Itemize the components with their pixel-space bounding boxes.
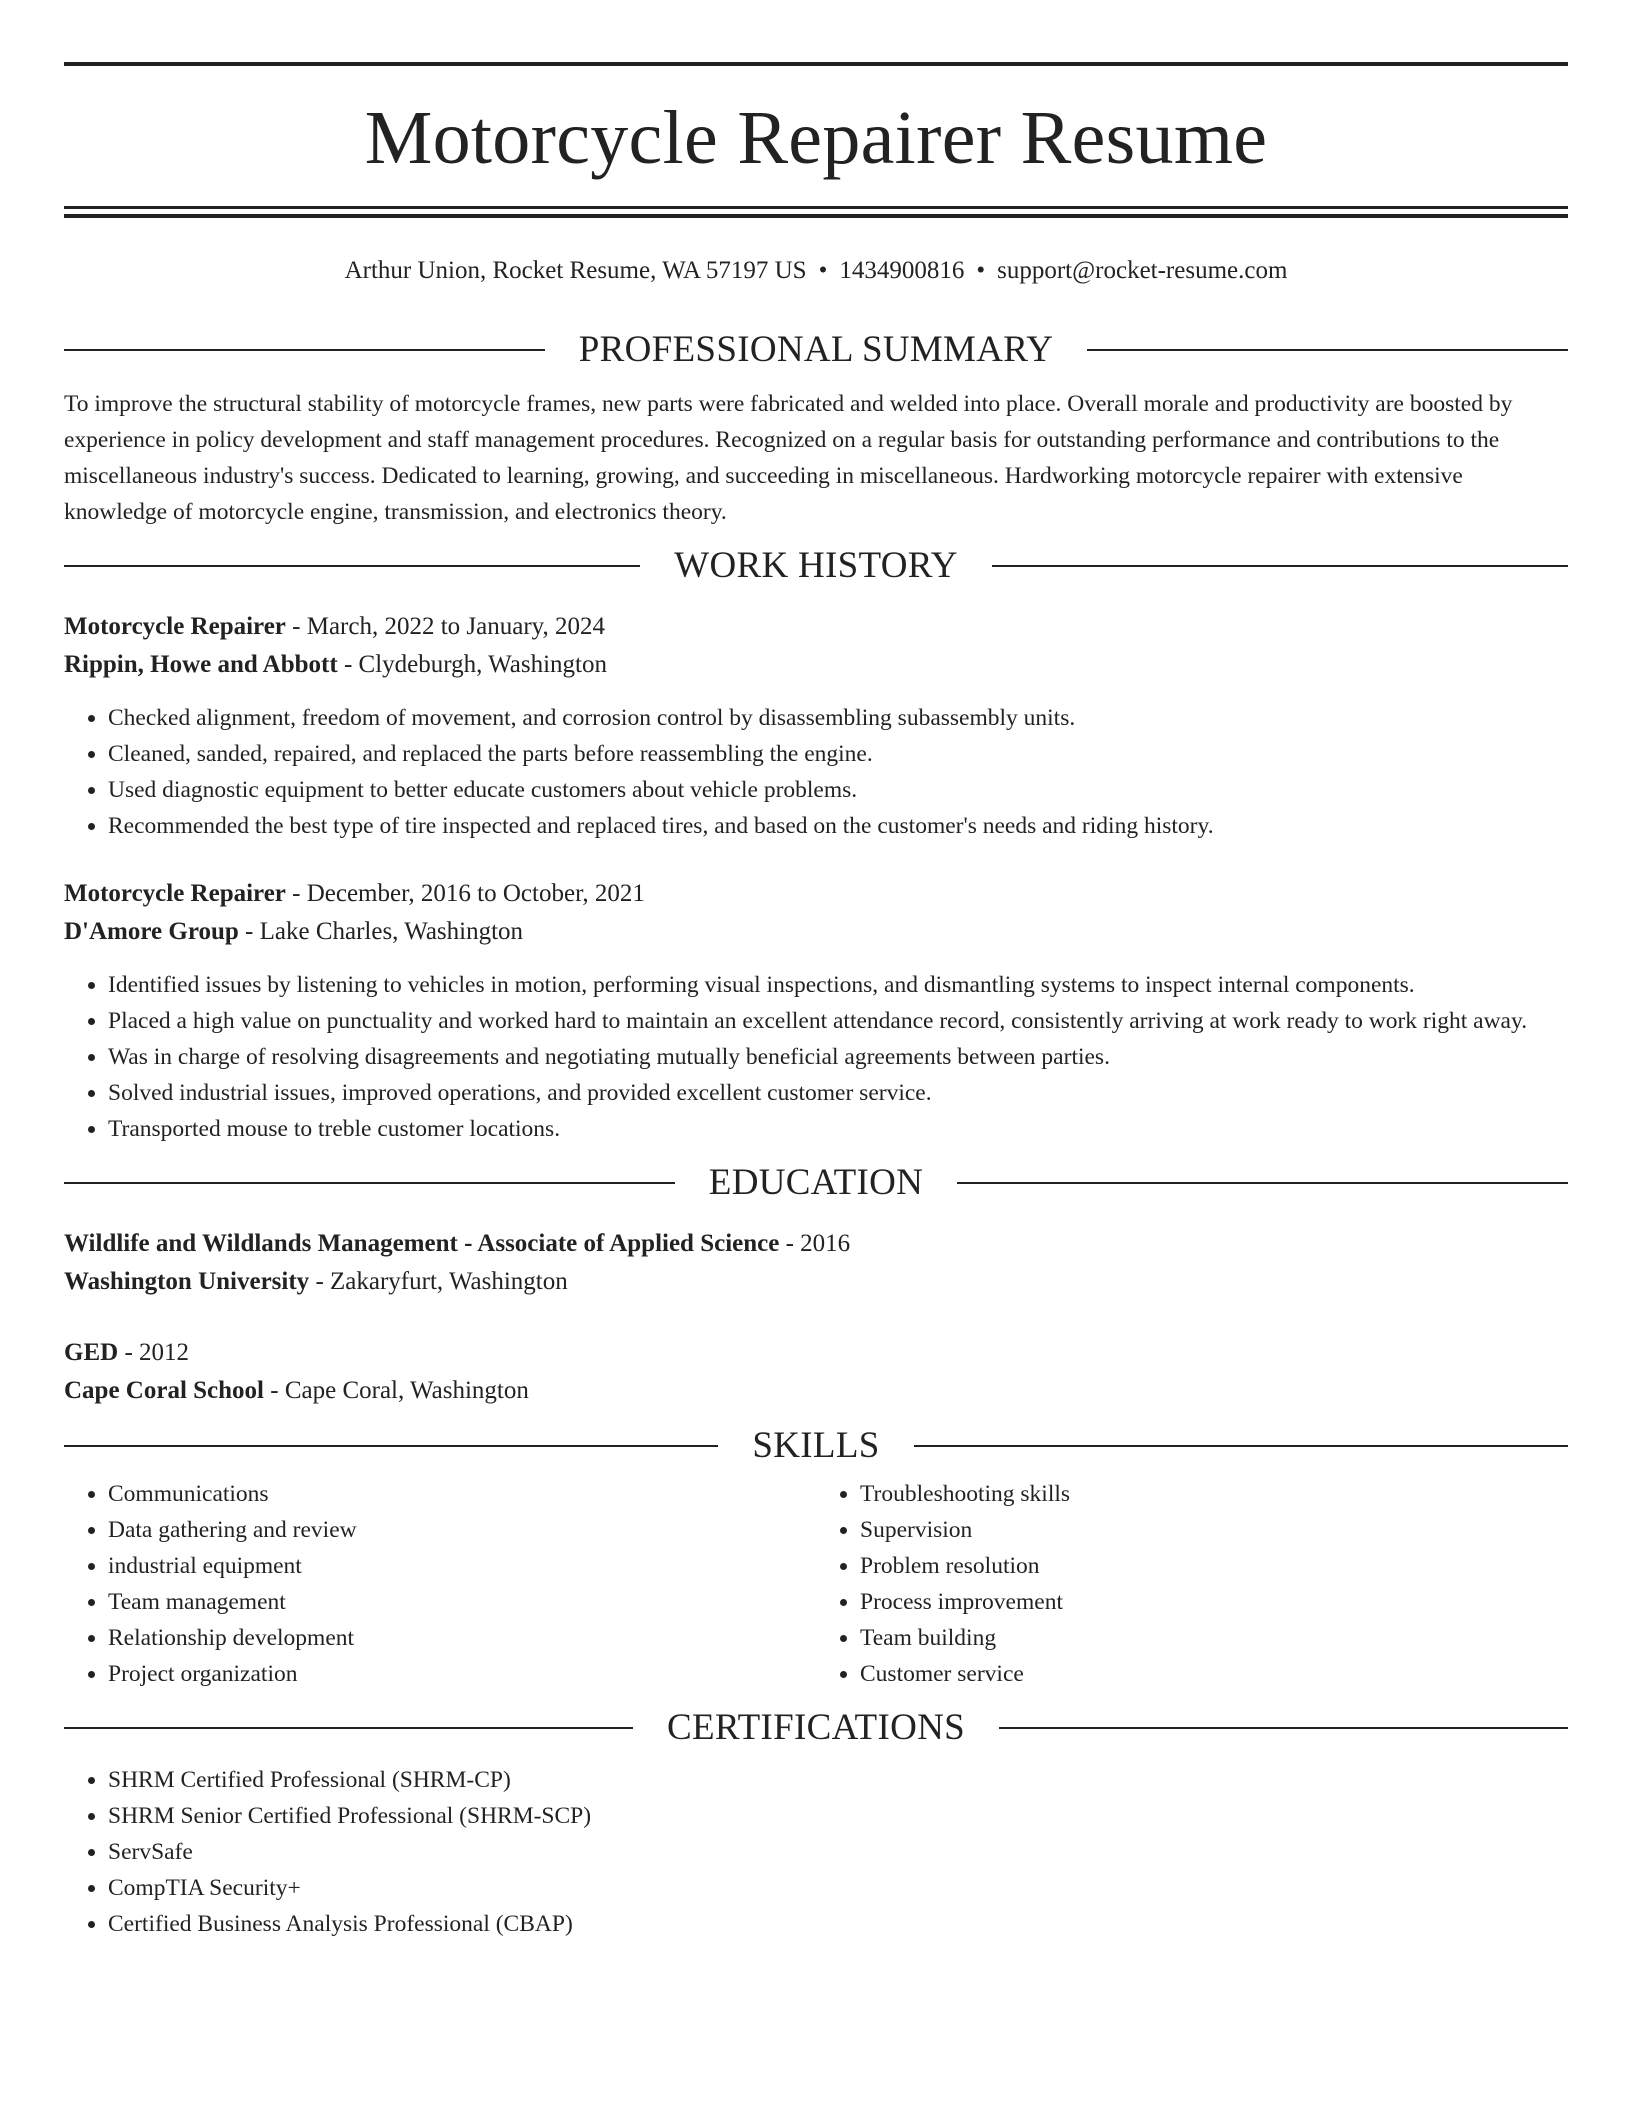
certification-item: • SHRM Certified Professional (SHRM-CP) (108, 1762, 1568, 1798)
certifications-list (64, 1762, 1568, 1942)
contact-address: Arthur Union, Rocket Resume, WA 57197 US (344, 257, 807, 284)
divider-line (64, 1445, 718, 1447)
contact-email[interactable]: support@rocket-resume.com (997, 257, 1288, 284)
divider-line (64, 349, 545, 351)
divider-line (999, 1727, 1568, 1729)
job-dates: - March, 2022 to January, 2024 (285, 613, 606, 640)
contact-separator: • (818, 257, 828, 284)
job-location: - Lake Charles, Washington (238, 918, 524, 945)
skill-item: • industrial equipment (108, 1548, 816, 1584)
graduation-year: - 2012 (118, 1339, 190, 1366)
education-entry (64, 1225, 1568, 1301)
section-header-certifications (64, 1706, 1568, 1750)
certification-item: • SHRM Senior Certified Professional (SHRM-SCP) (108, 1798, 1568, 1834)
section-title: SKILLS (752, 1425, 880, 1466)
school-name: Cape Coral School (64, 1377, 264, 1404)
job-bullets (64, 700, 1568, 844)
divider-line (1087, 349, 1568, 351)
resume-title: Motorcycle Repairer Resume (364, 96, 1268, 180)
job-bullets (64, 967, 1568, 1147)
school-name: Washington University (64, 1268, 310, 1295)
job-title: Motorcycle Repairer (64, 613, 286, 640)
job-company: Rippin, Howe and Abbott (64, 651, 338, 678)
job-title-line (64, 875, 1568, 913)
skill-item: • Communications (108, 1476, 816, 1512)
certification-item: • CompTIA Security+ (108, 1870, 1568, 1906)
skills-list-right (816, 1476, 1568, 1692)
skills-list-left (64, 1476, 816, 1692)
certification-item: • ServSafe (108, 1834, 1568, 1870)
job-company: D'Amore Group (64, 918, 239, 945)
job-entry (64, 875, 1568, 1147)
skill-item: • Relationship development (108, 1620, 816, 1656)
top-rule (64, 62, 1568, 66)
contact-line (64, 256, 1568, 286)
job-title: Motorcycle Repairer (64, 880, 286, 907)
degree-line (64, 1334, 1568, 1372)
job-entry (64, 608, 1568, 844)
contact-separator: • (976, 257, 986, 284)
list-item: • Placed a high value on punctuality and worked hard to maintain an excellent attendance record, consistently arriving at work ready to work right away. (108, 1003, 1568, 1039)
section-header-work (64, 544, 1568, 588)
skill-item: • Troubleshooting skills (860, 1476, 1568, 1512)
section-header-education (64, 1161, 1568, 1205)
job-title-line (64, 608, 1568, 646)
education-entry (64, 1334, 1568, 1410)
list-item: • Identified issues by listening to vehicles in motion, performing visual inspections, and dismantling systems to inspect internal components. (108, 967, 1568, 1003)
divider-line (64, 1182, 675, 1184)
skill-item: • Data gathering and review (108, 1512, 816, 1548)
school-location: - Cape Coral, Washington (264, 1377, 529, 1404)
degree-line (64, 1225, 1568, 1263)
divider-line (64, 565, 640, 567)
list-item: • Transported mouse to treble customer locations. (108, 1111, 1568, 1147)
divider-line (914, 1445, 1568, 1447)
divider-line (64, 1727, 633, 1729)
summary-text: To improve the structural stability of motorcycle frames, new parts were fabricated and welded into place. Overall morale and productivity are boosted by experience in policy development and staff management procedures. Recognized on a regular basis for outstanding performance and contributions to the miscellaneous industry's success. Dedicated to learning, growing, and succeeding in miscellaneous. Hardworking motorcycle repairer with extensive knowledge of motorcycle engine, transmission, and electronics theory. (64, 391, 1513, 525)
contact-phone: 1434900816 (839, 257, 965, 284)
job-company-line (64, 913, 1568, 951)
skill-item: • Customer service (860, 1656, 1568, 1692)
skill-item: • Team management (108, 1584, 816, 1620)
skill-item: • Project organization (108, 1656, 816, 1692)
certification-item: • Certified Business Analysis Professional (CBAP) (108, 1906, 1568, 1942)
section-header-skills (64, 1424, 1568, 1468)
degree: Wildlife and Wildlands Management - Associate of Applied Science (64, 1230, 780, 1257)
section-title: EDUCATION (708, 1162, 924, 1203)
list-item: • Cleaned, sanded, repaired, and replaced the parts before reassembling the engine. (108, 736, 1568, 772)
job-dates: - December, 2016 to October, 2021 (285, 880, 645, 907)
list-item: • Used diagnostic equipment to better educate customers about vehicle problems. (108, 772, 1568, 808)
divider-line (992, 565, 1568, 567)
section-title: CERTIFICATIONS (667, 1707, 965, 1748)
section-header-summary (64, 328, 1568, 372)
list-item: • Was in charge of resolving disagreements and negotiating mutually beneficial agreements between parties. (108, 1039, 1568, 1075)
school-location: - Zakaryfurt, Washington (309, 1268, 568, 1295)
job-location: - Clydeburgh, Washington (337, 651, 607, 678)
skill-item: • Supervision (860, 1512, 1568, 1548)
section-title: PROFESSIONAL SUMMARY (578, 329, 1054, 370)
title-double-rule (64, 206, 1568, 218)
graduation-year: - 2016 (779, 1230, 851, 1257)
school-line (64, 1372, 1568, 1410)
job-company-line (64, 646, 1568, 684)
list-item: • Recommended the best type of tire inspected and replaced tires, and based on the customer's needs and riding history. (108, 808, 1568, 844)
skills-columns (64, 1476, 1568, 1692)
skill-item: • Team building (860, 1620, 1568, 1656)
list-item: • Solved industrial issues, improved operations, and provided excellent customer service. (108, 1075, 1568, 1111)
degree: GED (64, 1339, 119, 1366)
skill-item: • Problem resolution (860, 1548, 1568, 1584)
list-item: • Checked alignment, freedom of movement, and corrosion control by disassembling subassembly units. (108, 700, 1568, 736)
school-line (64, 1263, 1568, 1301)
divider-line (957, 1182, 1568, 1184)
section-title: WORK HISTORY (674, 545, 958, 586)
skill-item: • Process improvement (860, 1584, 1568, 1620)
